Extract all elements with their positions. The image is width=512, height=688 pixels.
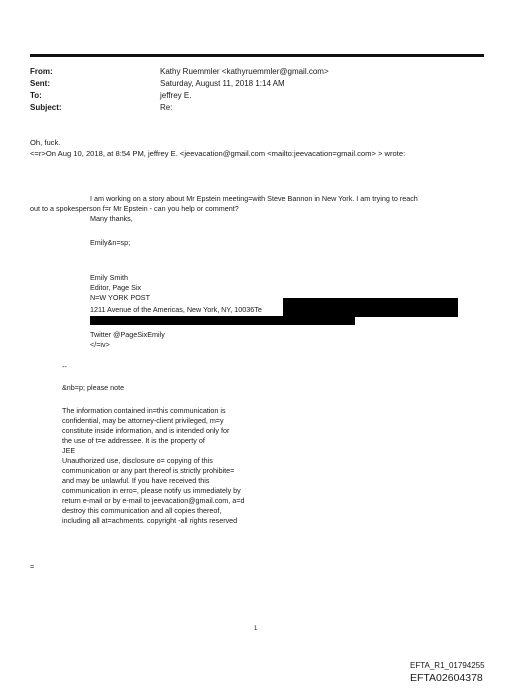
sent-label: Sent: [30,79,50,88]
story-line-2: out to a spokesperson f=r Mr Epstein - can you help or comment? [30,204,239,213]
header-rule [30,54,484,57]
reply-text: Oh, fuck. [30,138,61,147]
efta-code-large: EFTA02604378 [410,672,483,684]
thanks-text: Many thanks, [90,214,133,223]
disclaimer-line: confidential, may be attorney-client privileged, m=y [62,416,224,425]
disclaimer-line: return e-mail or by e-mail to jeevacation@gmail.com, a=d [62,496,245,505]
efta-code-small: EFTA_R1_01794255 [410,661,485,670]
disclaimer-line: constitute inside information, and is intended only for [62,426,230,435]
sig-org: N=W YORK POST [90,293,150,302]
disclaimer-line: and may be unlawful. If you have received this [62,476,210,485]
redaction-block [283,298,458,317]
sig-name: Emily Smith [90,273,128,282]
quote-intro: <=r>On Aug 10, 2018, at 8:54 PM, jeffrey E. <jeevacation@gmail.com <mailto:jeevacation=gmail.com> > wrote: [30,149,406,158]
page-number: 1 [254,626,258,632]
note-line: &nb=p; please note [62,383,125,392]
sig-address: 1211 Avenue of the Americas, New York, NY, 10036Te [90,305,262,314]
story-line-1: I am working on a story about Mr Epstein meeting=with Steve Bannon in New York. I am trying to reach [90,194,418,203]
disclaimer-line: destroy this communication and all copies thereof, [62,506,222,515]
to-label: To: [30,91,42,100]
redaction-block [90,316,355,325]
sig-twitter: Twitter @PageSixEmily [90,330,165,339]
disclaimer-line: JEE [62,446,76,455]
sig-title: Editor, Page Six [90,283,142,292]
to-value: jeffrey E. [160,91,192,100]
disclaimer-line: communication in erro=, please notify us immediately by [62,486,241,495]
equals-mark: = [30,562,35,571]
from-label: From: [30,67,53,76]
dashes: -- [62,362,67,371]
subject-label: Subject: [30,103,62,112]
disclaimer-line: Unauthorized use, disclosure o= copying of this [62,456,213,465]
sent-value: Saturday, August 11, 2018 1:14 AM [160,79,285,88]
disclaimer-line: the use of t=e addressee. It is the property of [62,436,205,445]
disclaimer-line: communication or any part thereof is strictly prohibite= [62,466,235,475]
disclaimer-line: including all at=achments. copyright -all rights reserved [62,516,238,525]
sig-close: </=iv> [90,340,110,349]
from-value: Kathy Ruemmler <kathyruemmler@gmail.com> [160,67,329,76]
disclaimer-line: The information contained in=this communication is [62,406,226,415]
subject-value: Re: [160,103,173,112]
sign-short: Emily&n=sp; [90,238,131,247]
